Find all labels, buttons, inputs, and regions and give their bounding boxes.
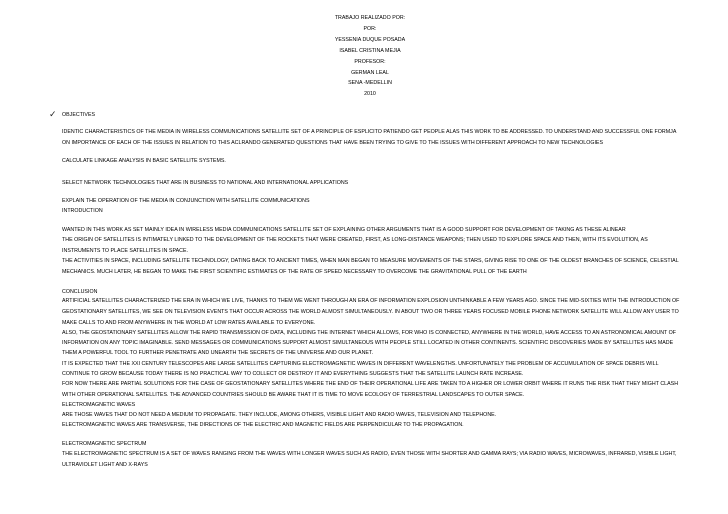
text-line: THE ACTIVITIES IN SPACE, INCLUDING SATELLITE TECHNOLOGY, DATING BACK TO ANCIENT TIMES, WHEN MAN BEGAN TO MEASURE MOVEMENTS OF THE STARS, GIVING RISE TO ONE OF THE OLDEST BRANCHES OF SCIENCE, CELESTIAL [62, 258, 679, 264]
author-header [320, 13, 420, 100]
text-line: ALSO, THE GEOSTATIONARY SATELLITES ALLOW THE RAPID TRANSMISSION OF DATA, INCLUDING THE INTERNET WHICH ALLOWS, FOR WHO IS CONNECTED, ANYWHERE IN THE WORLD, HAVE ACCESS TO AN ASTRONOMICAL AMOUNT OF [62, 330, 677, 336]
header-line: TRABAJO REALIZADO POR: [334, 15, 406, 21]
text-line: IDENTIC CHARACTERISTICS OF THE MEDIA IN WIRELESS COMMUNICATIONS SATELLITE SET OF A PRINCIPLE OF ESPLICITO PATIENDO GET PEOPLE ALAS THIS WORK TO BE ADDRESSED. TO UNDERSTAND AND SUCCESSFUL ONE FORMJA [62, 129, 677, 135]
text-line: GEOSTATIONARY SATELLITES, WE SEE ON TELEVISION EVENTS THAT OCCUR ACROSS THE WORLD ALMOST SIMULTANEOUSLY. IN ABOUT TWO OR THREE YEARS FOCUSED MOBILE PHONE NETWORK SATELLITE WILL ALLOW ANY USER TO [62, 309, 679, 315]
text-line: ELECTROMAGNETIC WAVES ARE TRANSVERSE, THE DIRECTIONS OF THE ELECTRIC AND MAGNETIC FIELDS ARE PERPENDICULAR TO THE PROPAGATION. [62, 422, 464, 428]
heading-objectives: OBJECTIVES [62, 112, 96, 118]
text-line: SELECT NETWORK TECHNOLOGIES THAT ARE IN BUSINESS TO NATIONAL AND INTERNATIONAL APPLICATIONS [62, 180, 349, 186]
text-line: WANTED IN THIS WORK AS SET MAINLY IDEA IN WIRELESS MEDIA COMMUNICATIONS SATELLITE SET OF EXPLAINING OTHER ARGUMENTS THAT IS A GOOD SUPPORT FOR DEVELOPMENT OF TAKING AS THESE ALINEAR [62, 227, 626, 233]
heading-conclusion: CONCLUSION [62, 289, 98, 295]
heading-electromagnetic-spectrum: ELECTROMAGNETIC SPECTRUM [62, 441, 147, 447]
text-line: ARE THOSE WAVES THAT DO NOT NEED A MEDIUM TO PROPAGATE. THEY INCLUDE, AMONG OTHERS, VISIBLE LIGHT AND RADIO WAVES, TELEVISION AND TELEPHONE. [62, 412, 497, 418]
text-line: INSTRUMENTS TO PLACE SATELLITES IN SPACE. [62, 248, 188, 254]
text-line: WITH OTHER OPERATIONAL SATELLITES. THE ADVANCED COUNTRIES SHOULD BE AWARE THAT IT IS TIME TO MOVE ECOLOGY OF TERRESTRIAL LANDSCAPES TO OUTER SPACE. [62, 392, 525, 398]
text-line: IT IS EXPECTED THAT THE XXI CENTURY TELESCOPES ARE LARGE SATELLITES CAPTURING ELECTROMAGNETIC WAVES IN DIFFERENT WAVELENGTHS. UNFORTUNATELY THE PROBLEM OF ACCUMULATION OF SPACE DEBRIS WILL [62, 361, 659, 367]
header-line: ISABEL CRISTINA MEJIA [339, 47, 401, 54]
text-line: CALCULATE LINKAGE ANALYSIS IN BASIC SATELLITE SYSTEMS. [62, 158, 226, 164]
header-line: YESSENIA DUQUE POSADA [334, 36, 406, 43]
text-line: MECHANICS. MUCH LATER, HE BEGAN TO MAKE THE FIRST SCIENTIFIC ESTIMATES OF THE RATE OF SPEED NECESSARY TO OVERCOME THE GRAVITATIONAL PULL OF THE EARTH [62, 269, 527, 275]
text-line: THE ELECTROMAGNETIC SPECTRUM IS A SET OF WAVES RANGING FROM THE WAVES WITH LONGER WAVES SUCH AS RADIO, EVEN THOSE WITH SHORTER AND GAMMA RAYS; VIA RADIO WAVES, MICROWAVES, INFRARED, VISIBLE LIGHT, [62, 451, 677, 457]
checkmark-icon: ✓ [49, 109, 57, 119]
text-line: FOR NOW THERE ARE PARTIAL SOLUTIONS FOR THE CASE OF GEOSTATIONARY SATELLITES WHERE THE END OF THEIR OPERATIONAL LIFE ARE TAKEN TO A HIGHER OR LOWER ORBIT WHERE IT RUNS THE RISK THAT THEY MIGHT CLASH [62, 381, 679, 387]
header-line: 2010 [364, 91, 376, 98]
heading-introduction: INTRODUCTION [62, 208, 103, 214]
header-line: POR: [363, 25, 377, 32]
text-line: INFORMATION ON ANY TOPIC IMAGINABLE. SEND MESSAGES OR COMMUNICATIONS SUPPORT ALMOST SIMULTANEOUS WITH PEOPLE STILL LOCATED IN OTHER CONTINENTS. SCIENTIFIC DISCOVERIES MADE BY SATELLITES HAS MADE [62, 340, 674, 346]
text-line: ARTIFICIAL SATELLITES CHARACTERIZED THE ERA IN WHICH WE LIVE, THANKS TO THEM WE WENT THROUGH AN ERA OF INFORMATION EXPLOSION UNTHINKABLE A FEW YEARS AGO. SINCE THE MID-SIXTIES WITH THE INTRODUCTION OF [62, 298, 680, 304]
header-line: SENA -MEDELLIN [348, 80, 392, 87]
header-line: GERMAN LEAL [351, 69, 389, 76]
text-line: ULTRAVIOLET LIGHT AND X-RAYS [62, 462, 148, 468]
text-line: EXPLAIN THE OPERATION OF THE MEDIA IN CONJUNCTION WITH SATELLITE COMMUNICATIONS [62, 198, 310, 204]
header-line: PROFESOR: [354, 58, 386, 65]
text-line: CONTINUE TO GROW BECAUSE TODAY THERE IS NO PRACTICAL WAY TO COLLECT OR DESTROY IT AND EVERYTHING SUGGESTS THAT THE SATELLITE LAUNCH RATE INCREASE. [62, 371, 524, 377]
text-line: ON IMPORTANCE OF EACH OF THE ISSUES IN RELATION TO THIS ACLRANDO GENERATED QUESTIONS THAT HAVE BEEN TRYING TO GIVE TO THE ISSUES WITH DIFFERENT APPROACH TO NEW TECHNOLOGIES [62, 140, 604, 146]
text-line: THEM A POWERFUL TOOL TO FURTHER PENETRATE AND UNEARTH THE SECRETS OF THE UNIVERSE AND OUR PLANET. [62, 350, 374, 356]
text-line: THE ORIGIN OF SATELLITES IS INTIMATELY LINKED TO THE DEVELOPMENT OF THE ROCKETS THAT WERE CREATED, FIRST, AS LONG-DISTANCE WEAPONS; THEN USED TO EXPLORE SPACE AND THEN, WITH ITS EVOLUTION, AS [62, 237, 648, 243]
heading-electromagnetic-waves: ELECTROMAGNETIC WAVES [62, 402, 136, 408]
text-line: MAKE CALLS TO AND FROM ANYWHERE IN THE WORLD AT LOW RATES AVAILABLE TO EVERYONE. [62, 320, 316, 326]
